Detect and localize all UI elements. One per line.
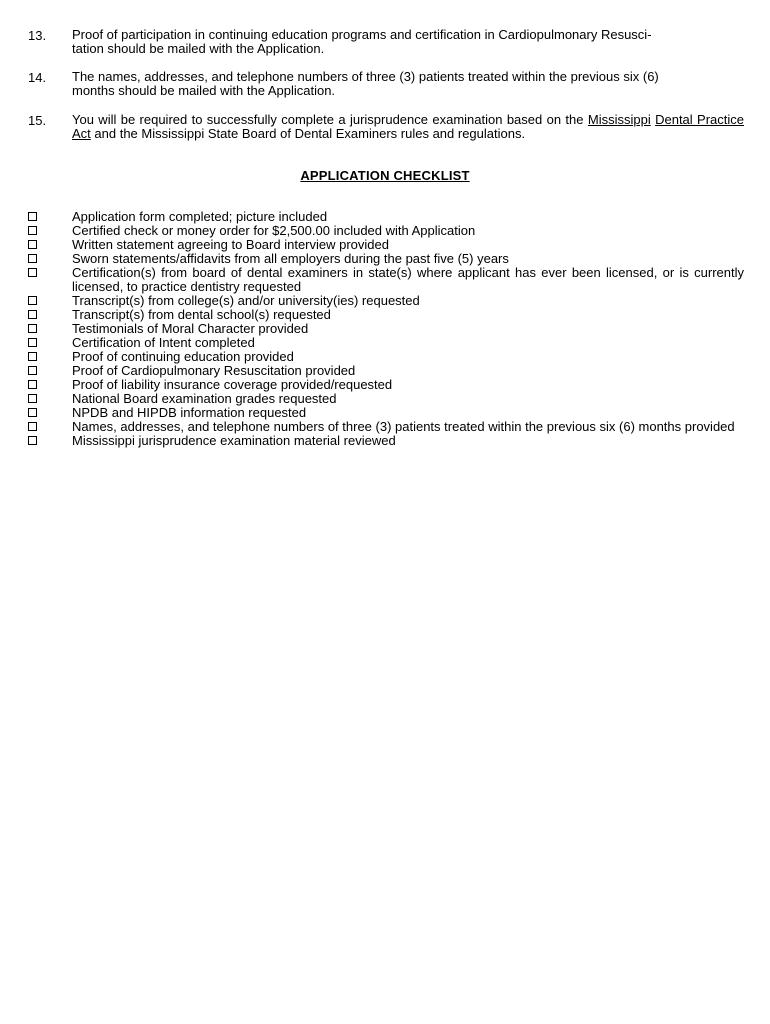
item-line: tation should be mailed with the Application.	[72, 41, 325, 56]
checkbox[interactable]	[28, 268, 37, 277]
checklist-item-label: Proof of Cardiopulmonary Resuscitation provided	[72, 363, 356, 378]
checklist-item-label: Transcript(s) from dental school(s) requested	[72, 307, 331, 322]
checkbox[interactable]	[28, 408, 37, 417]
item-text-part: and the Mississippi State Board of Dental Examiners rules and regulations.	[90, 126, 526, 141]
item-text	[72, 113, 744, 141]
checklist-item-label: Proof of liability insurance coverage provided/requested	[72, 377, 393, 392]
item-number: 13.	[28, 28, 47, 43]
checkbox[interactable]	[28, 254, 37, 263]
checkbox[interactable]	[28, 422, 37, 431]
checklist-item-label: Names, addresses, and telephone numbers of three (3) patients treated within the previous six (6) months provided	[72, 419, 735, 434]
checkbox[interactable]	[28, 310, 37, 319]
item-line: The names, addresses, and telephone numbers of three (3) patients treated within the previous six (6)	[72, 69, 659, 84]
item-text	[72, 70, 744, 98]
item-number: 14.	[28, 70, 47, 85]
checkbox[interactable]	[28, 394, 37, 403]
checklist-item	[28, 406, 744, 420]
item-15	[28, 113, 744, 141]
checklist-item	[28, 238, 744, 252]
checklist-item	[28, 392, 744, 406]
checklist-item-label: Transcript(s) from college(s) and/or university(ies) requested	[72, 293, 420, 308]
act-reference-part-2: Dental Practice Act	[72, 112, 744, 141]
application-checklist	[28, 210, 744, 448]
checklist-item	[28, 308, 744, 322]
checkbox[interactable]	[28, 226, 37, 235]
act-reference-part-1: Mississippi	[587, 112, 651, 127]
checkbox[interactable]	[28, 212, 37, 221]
checklist-item	[28, 364, 744, 378]
checklist-item	[28, 420, 744, 434]
checklist-item	[28, 350, 744, 364]
item-line: Proof of participation in continuing education programs and certification in Cardiopulmonary Resusci-	[72, 27, 652, 42]
item-line: months should be mailed with the Application.	[72, 83, 336, 98]
checklist-item	[28, 434, 744, 448]
checkbox[interactable]	[28, 366, 37, 375]
checklist-item	[28, 266, 744, 294]
checklist-item	[28, 210, 744, 224]
checkbox[interactable]	[28, 352, 37, 361]
checklist-item-label: NPDB and HIPDB information requested	[72, 405, 307, 420]
checklist-item	[28, 294, 744, 308]
checkbox[interactable]	[28, 324, 37, 333]
checklist-item-label: Written statement agreeing to Board interview provided	[72, 237, 389, 252]
checklist-item	[28, 252, 744, 266]
checklist-item-label: Testimonials of Moral Character provided	[72, 321, 309, 336]
checklist-item-label: Certification of Intent completed	[72, 335, 255, 350]
item-text-part: You will be required to successfully complete a jurisprudence examination based on the	[72, 112, 588, 127]
item-14	[28, 70, 744, 98]
checkbox[interactable]	[28, 380, 37, 389]
item-text	[72, 28, 744, 56]
checklist-title: APPLICATION CHECKLIST	[300, 168, 470, 183]
checklist-item-label: Mississippi jurisprudence examination material reviewed	[72, 433, 396, 448]
checkbox[interactable]	[28, 338, 37, 347]
checklist-item-label: Sworn statements/affidavits from all employers during the past five (5) years	[72, 251, 509, 266]
checklist-item	[28, 378, 744, 392]
checklist-item	[28, 322, 744, 336]
checklist-item	[28, 224, 744, 238]
checkbox[interactable]	[28, 436, 37, 445]
item-13	[28, 28, 744, 56]
item-number: 15.	[28, 113, 47, 128]
checklist-item-label: Certification(s) from board of dental examiners in state(s) where applicant has ever been licensed, or is currently licensed, to practice dentistry requested	[72, 265, 744, 294]
checklist-item-label: Proof of continuing education provided	[72, 349, 294, 364]
checkbox[interactable]	[28, 240, 37, 249]
checklist-item-label: Certified check or money order for $2,500.00 included with Application	[72, 223, 476, 238]
checklist-item	[28, 336, 744, 350]
checklist-item-label: National Board examination grades requested	[72, 391, 337, 406]
checklist-item-label: Application form completed; picture included	[72, 209, 328, 224]
checkbox[interactable]	[28, 296, 37, 305]
